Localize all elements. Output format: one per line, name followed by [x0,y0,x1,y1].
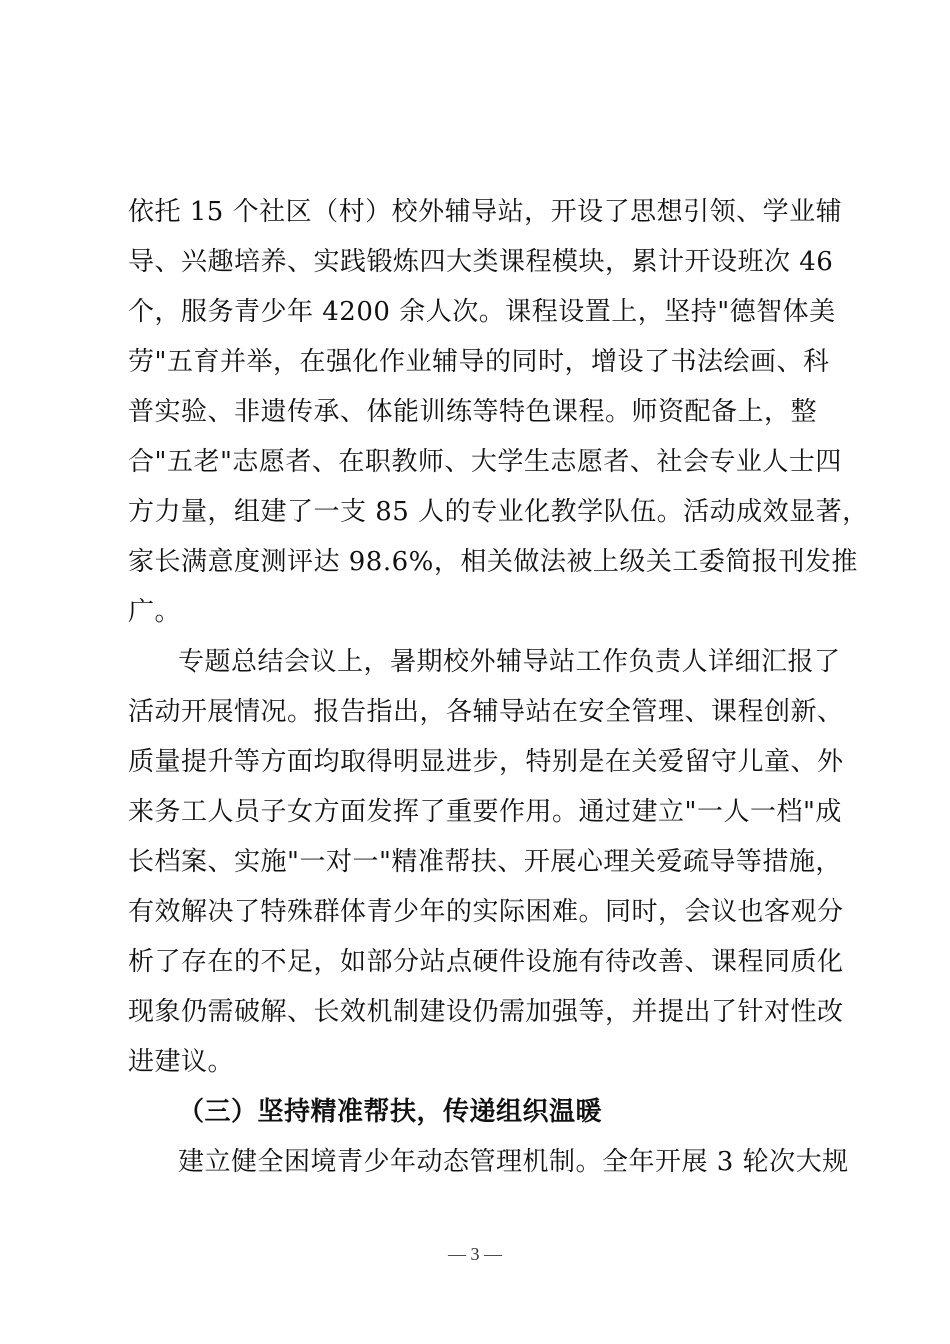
body-line: 广。 [128,597,182,627]
body-line: 合"五老"志愿者、在职教师、大学生志愿者、社会专业人士四 [128,447,842,477]
body-line: 有效解决了特殊群体青少年的实际困难。同时，会议也客观分 [128,897,844,927]
body-line: 现象仍需破解、长效机制建设仍需加强等，并提出了针对性改 [128,997,844,1027]
section-heading: （三）坚持精准帮扶，传递组织温暖 [178,1097,603,1127]
body-line: 来务工人员子女方面发挥了重要作用。通过建立"一人一档"成 [128,797,842,827]
body-line: 长档案、实施"一对一"精准帮扶、开展心理关爱疏导等措施， [128,847,842,877]
body-line: 普实验、非遗传承、体能训练等特色课程。师资配备上，整 [128,397,818,427]
body-line: 个，服务青少年 4200 余人次。课程设置上，坚持"德智体美 [128,297,836,327]
body-line: 依托 15 个社区（村）校外辅导站，开设了思想引领、学业辅 [128,197,843,227]
paragraph-first-line: 建立健全困境青少年动态管理机制。全年开展 3 轮次大规 [178,1147,849,1177]
body-line: 质量提升等方面均取得明显进步，特别是在关爱留守儿童、外 [128,747,844,777]
body-line: 方力量，组建了一支 85 人的专业化教学队伍。活动成效显著， [128,497,869,527]
page-number: — 3 — [448,1244,502,1264]
body-line: 析了存在的不足，如部分站点硬件设施有待改善、课程同质化 [128,947,844,977]
body-line: 活动开展情况。报告指出，各辅导站在安全管理、课程创新、 [128,697,844,727]
body-line: 家长满意度测评达 98.6%，相关做法被上级关工委简报刊发推 [128,547,858,577]
body-line: 导、兴趣培养、实践锻炼四大类课程模块，累计开设班次 46 [128,247,834,277]
body-line: 劳"五育并举，在强化作业辅导的同时，增设了书法绘画、科 [128,347,830,377]
body-line: 进建议。 [128,1047,235,1077]
paragraph-first-line: 专题总结会议上，暑期校外辅导站工作负责人详细汇报了 [178,647,841,677]
